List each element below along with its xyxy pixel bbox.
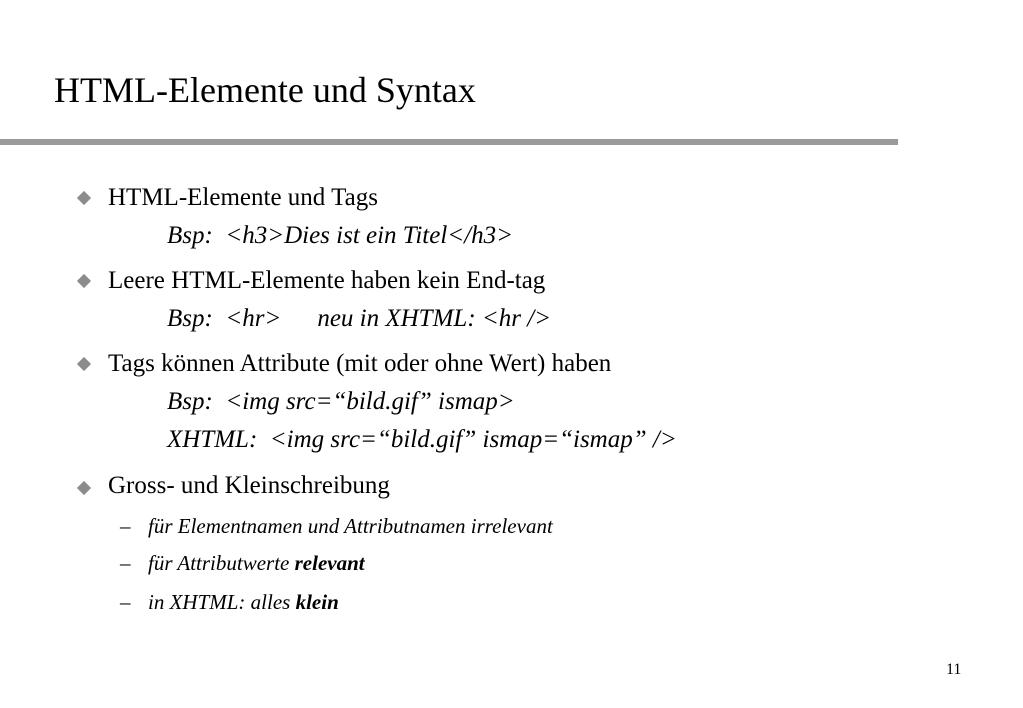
example-code: <h3>Dies ist ein Titel</h3> (225, 222, 513, 249)
bullet-text: Gross- und Kleinschreibung (108, 472, 390, 499)
bullet-text: Tags können Attribute (mit oder ohne Wert) haben (108, 350, 612, 377)
bullet-text: Leere HTML-Elemente haben kein End-tag (108, 267, 546, 294)
sub-item-emphasis: klein (295, 590, 339, 614)
diamond-bullet-icon (77, 357, 91, 371)
dash-marker: – (120, 514, 131, 538)
sub-item (148, 589, 339, 615)
diamond-bullet-icon (77, 274, 91, 288)
sub-item-text: für Elementnamen und Attributnamen irrelevant (148, 514, 553, 538)
example-prefix: Bsp: (167, 222, 213, 249)
sub-item-text: für Attributwerte (148, 551, 290, 575)
example-code: <hr> (225, 305, 282, 332)
sub-item-text: in XHTML: alles (148, 590, 291, 614)
example-line (167, 221, 513, 251)
title-divider (0, 139, 898, 145)
dash-marker: – (120, 551, 131, 575)
example-line (167, 387, 515, 417)
example-code: <img src=“bild.gif” ismap> (225, 388, 515, 415)
sub-item (148, 550, 365, 576)
sub-item-emphasis: relevant (294, 551, 365, 575)
example-code: <img src=“bild.gif” ismap=“ismap” /> (269, 426, 677, 453)
example-note: neu in XHTML: <hr /> (317, 305, 552, 332)
example-line (167, 425, 677, 455)
slide-title: HTML-Elemente und Syntax (54, 70, 476, 110)
sub-item (148, 513, 553, 539)
example-prefix: Bsp: (167, 305, 213, 332)
page-number: 11 (946, 661, 962, 678)
diamond-bullet-icon (77, 481, 91, 495)
dash-marker: – (120, 590, 131, 614)
bullet-text: HTML-Elemente und Tags (108, 184, 378, 211)
example-prefix: XHTML: (167, 426, 258, 453)
diamond-bullet-icon (77, 191, 91, 205)
example-prefix: Bsp: (167, 388, 213, 415)
example-line (167, 304, 551, 334)
